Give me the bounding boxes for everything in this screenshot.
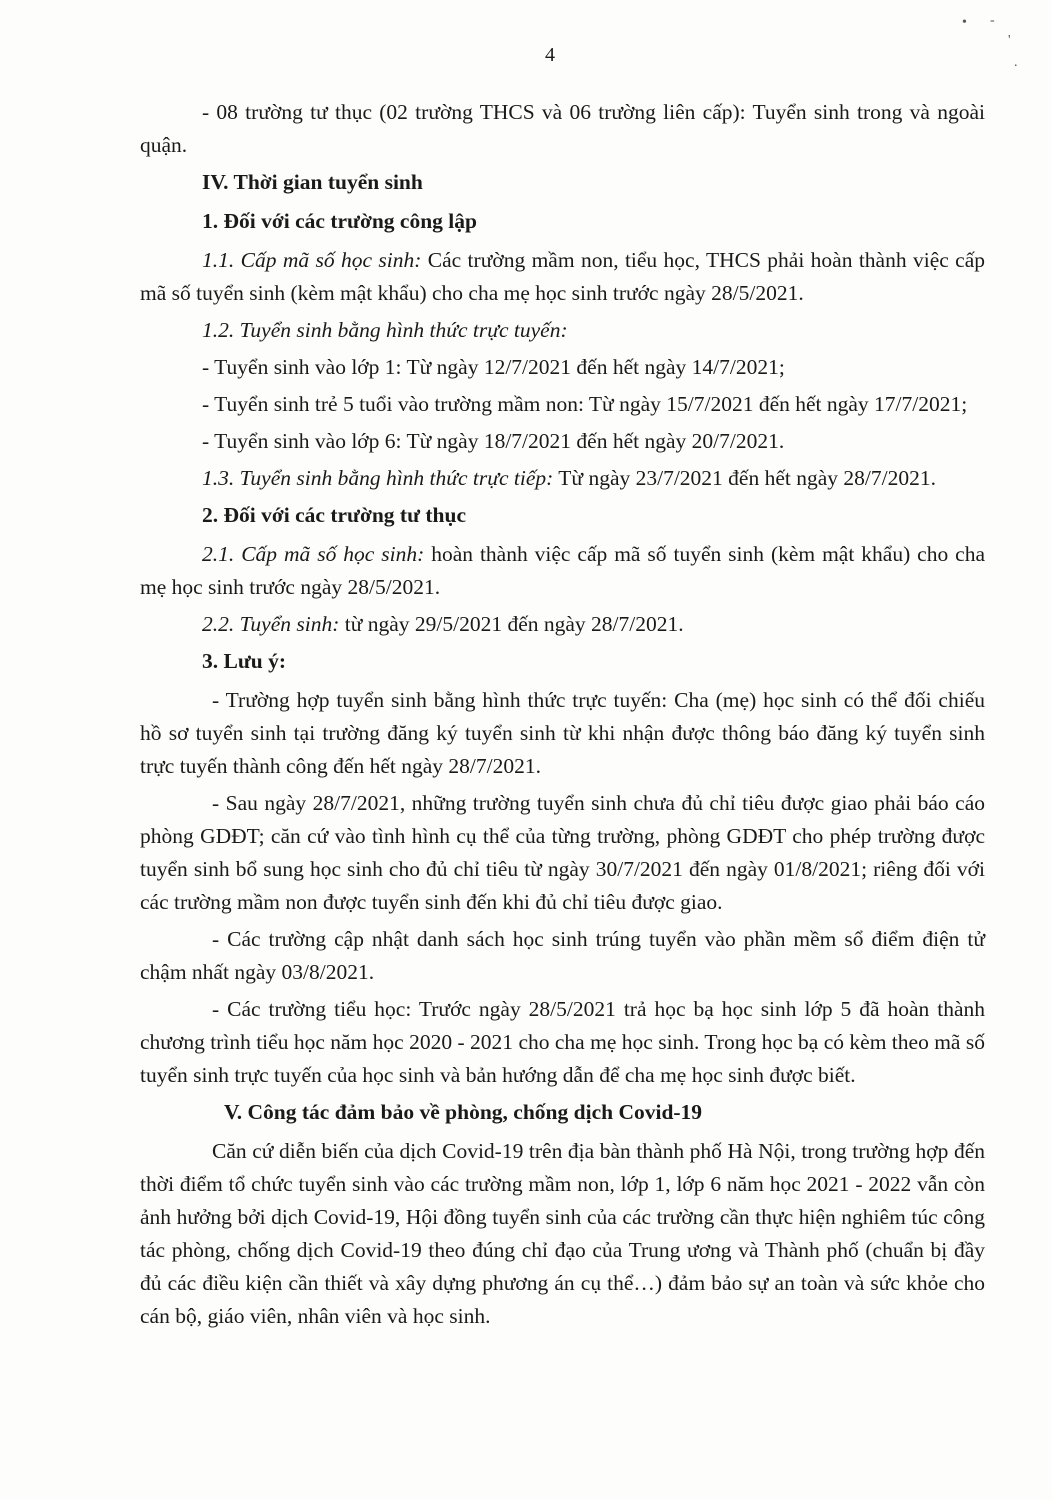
paragraph-2-1 — [140, 538, 985, 604]
paragraph-1-2-b: - Tuyển sinh trẻ 5 tuổi vào trường mầm non: Từ ngày 15/7/2021 đến hết ngày 17/7/2021; — [202, 392, 968, 416]
paragraph-3-b: - Sau ngày 28/7/2021, những trường tuyển sinh chưa đủ chỉ tiêu được giao phải báo cáo phòng GDĐT; căn cứ vào tình hình cụ thể của từng trường, phòng GDĐT cho phép trường được tuyển sinh bổ sung học sinh cho đủ chỉ tiêu từ ngày 30/7/2021 đến ngày 01/8/2021; riêng đối với các trường mầm non được tuyển sinh đến khi đủ chỉ tiêu được giao. — [140, 791, 985, 914]
subsection-heading-1: 1. Đối với các trường công lập — [202, 209, 477, 233]
label-1-1: 1.1. Cấp mã số học sinh: — [202, 248, 422, 272]
subsection-heading-3: 3. Lưu ý: — [202, 649, 286, 673]
paragraph-1-2-heading — [140, 314, 985, 347]
paragraph-1-2-a: - Tuyển sinh vào lớp 1: Từ ngày 12/7/2021 đến hết ngày 14/7/2021; — [202, 355, 785, 379]
paragraph-private-schools: - 08 trường tư thục (02 trường THCS và 06 trường liên cấp): Tuyển sinh trong và ngoài quận. — [140, 100, 985, 157]
text-1-3: Từ ngày 23/7/2021 đến hết ngày 28/7/2021. — [553, 466, 936, 490]
page-number: 4 — [545, 44, 555, 66]
paragraph-2-2 — [140, 608, 985, 641]
paragraph-1-3 — [140, 462, 985, 495]
paragraph-1-2-c: - Tuyển sinh vào lớp 6: Từ ngày 18/7/2021 đến hết ngày 20/7/2021. — [202, 429, 785, 453]
scan-speck: . — [1014, 55, 1018, 70]
subsection-heading-2: 2. Đối với các trường tư thục — [202, 503, 466, 527]
document-body — [140, 96, 985, 1337]
label-2-1: 2.1. Cấp mã số học sinh: — [202, 542, 425, 566]
section-heading-iv: IV. Thời gian tuyển sinh — [202, 170, 423, 194]
paragraph-3-a: - Trường hợp tuyển sinh bằng hình thức trực tuyến: Cha (mẹ) học sinh có thể đối chiếu hồ sơ tuyển sinh tại trường đăng ký tuyển sinh từ khi nhận được thông báo đăng ký tuyển sinh trực tuyến thành công đến hết ngày 28/7/2021. — [140, 688, 985, 778]
text-2-1: hoàn thành việc cấp mã số tuyển sinh (kèm mật khẩu) cho cha mẹ học sinh trước ngày 28/5/2021. — [140, 542, 985, 599]
paragraph-1-1 — [140, 244, 985, 310]
label-1-2: 1.2. Tuyển sinh bằng hình thức trực tuyến: — [202, 318, 568, 342]
text-2-2: từ ngày 29/5/2021 đến ngày 28/7/2021. — [339, 612, 684, 636]
section-heading-v: V. Công tác đảm bảo về phòng, chống dịch Covid-19 — [224, 1100, 703, 1124]
scan-speck: ' — [1008, 33, 1011, 48]
scan-speck: • — [962, 15, 967, 30]
paragraph-v: Căn cứ diễn biến của dịch Covid-19 trên địa bàn thành phố Hà Nội, trong trường hợp đến thời điểm tổ chức tuyển sinh vào các trường mầm non, lớp 1, lớp 6 năm học 2021 - 2022 vẫn còn ảnh hưởng bởi dịch Covid-19, Hội đồng tuyển sinh của các trường cần thực hiện nghiêm túc công tác phòng, chống dịch Covid-19 theo đúng chỉ đạo của Trung ương và Thành phố (chuẩn bị đầy đủ các điều kiện cần thiết và xây dựng phương án cụ thể…) đảm bảo sự an toàn và sức khỏe cho cán bộ, giáo viên, nhân viên và học sinh. — [140, 1139, 985, 1328]
paragraph-3-d: - Các trường tiểu học: Trước ngày 28/5/2021 trả học bạ học sinh lớp 5 đã hoàn thành chương trình tiểu học năm học 2020 - 2021 cho cha mẹ học sinh. Trong học bạ có kèm theo mã số tuyển sinh trực tuyến của học sinh và bản hướng dẫn để cha mẹ học sinh được biết. — [140, 997, 985, 1087]
label-2-2: 2.2. Tuyển sinh: — [202, 612, 340, 636]
label-1-3: 1.3. Tuyển sinh bằng hình thức trực tiếp: — [202, 466, 554, 490]
scan-speck: - — [990, 13, 995, 28]
text-1-1: Các trường mầm non, tiểu học, THCS phải hoàn thành việc cấp mã số tuyển sinh (kèm mật khẩu) cho cha mẹ học sinh trước ngày 28/5/2021. — [140, 248, 985, 305]
paragraph-3-c: - Các trường cập nhật danh sách học sinh trúng tuyển vào phần mềm sổ điểm điện tử chậm nhất ngày 03/8/2021. — [140, 927, 985, 984]
